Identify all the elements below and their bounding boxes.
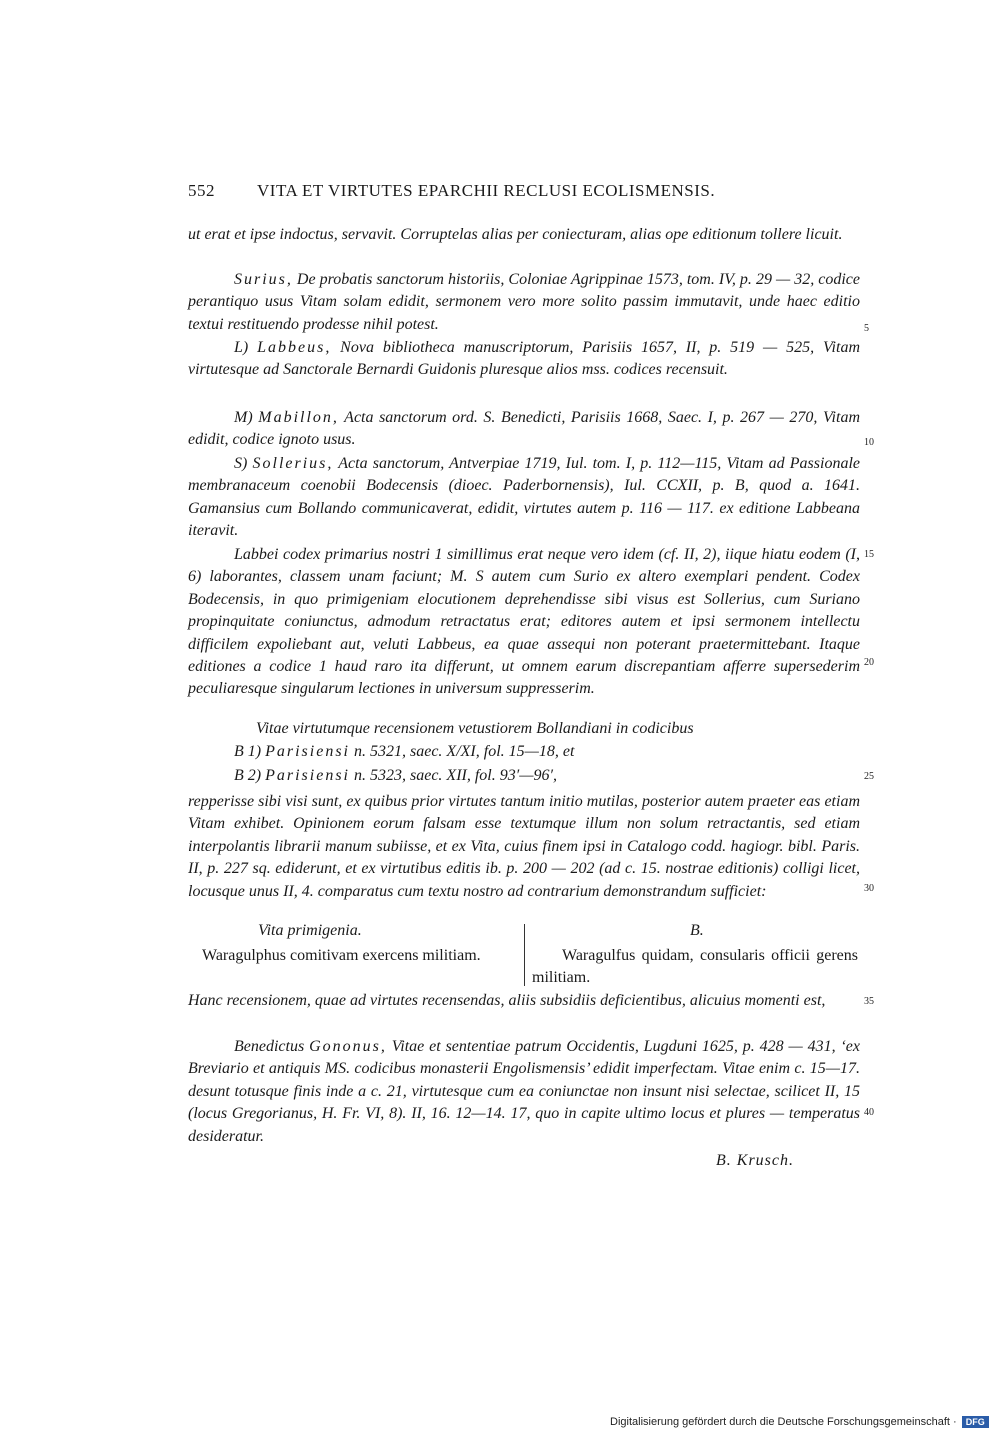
author-name: Gononus, bbox=[309, 1038, 387, 1055]
codex-text: n. 5323, saec. XII, fol. 93′—96′, bbox=[350, 767, 557, 784]
paragraph-repperisse: repperisse sibi visi sunt, ex quibus prior virtutes tantum initio mutilas, posterior autem praeter eas etiam Vitam exhibet. Opinionem eorum falsam esse textumque illum non solum retractantis, sed etiam interpolantis librarii manum subiisse, et ex Vita, cuius finem ipsi in Catalogo codd. hagiogr. bibl. Paris. II, p. 227 sq. ediderunt, et ex virtutibus editis ib. p. 200 — 202 (ad c. 15. nostrae editionis) colligi licet, locusque unus II, 4. comparatus cum textu nostro ad contrarium demonstrandum sufficiet: bbox=[188, 793, 860, 900]
paragraph-1: ut erat et ipse indoctus, servavit. Corruptelas alias per coniecturam, alias ope editionum tollere licuit. bbox=[188, 226, 843, 243]
author-name: Mabillon, bbox=[258, 409, 339, 426]
running-title: VITA ET VIRTUTES EPARCHII RECLUSI ECOLISMENSIS. bbox=[257, 181, 716, 200]
author-name: Surius, bbox=[234, 271, 293, 288]
signature: B. Krusch. bbox=[716, 1152, 794, 1169]
line-number: 20 bbox=[864, 657, 874, 668]
digitization-credit bbox=[610, 1416, 989, 1428]
siglum: B 2) bbox=[234, 767, 266, 784]
siglum: B 1) bbox=[234, 743, 266, 760]
line-number: 15 bbox=[864, 549, 874, 560]
paragraph-text: Acta sanctorum ord. S. Benedicti, Parisiis 1668, Saec. I, p. 267 — 270, Vitam edidit, codice ignoto usus. bbox=[188, 409, 861, 449]
codex-b2 bbox=[188, 765, 860, 787]
codex-text: n. 5321, saec. X/XI, fol. 15—18, et bbox=[350, 743, 575, 760]
comparison-left-label: Vita primigenia. bbox=[258, 922, 362, 939]
author-firstname: Benedictus bbox=[234, 1038, 310, 1055]
author-name: Sollerius, bbox=[252, 455, 334, 472]
codex-name: Parisiensi bbox=[265, 767, 350, 784]
paragraph-hanc-recensionem: Hanc recensionem, quae ad virtutes recensendas, aliis subsidiis deficientibus, alicuius momenti est, bbox=[188, 992, 826, 1009]
comparison-left-text: Waragulphus comitivam exercens militiam. bbox=[202, 947, 481, 964]
line-number: 40 bbox=[864, 1107, 874, 1118]
line-number: 30 bbox=[864, 883, 874, 894]
column-divider bbox=[524, 924, 525, 986]
siglum: L) bbox=[234, 339, 258, 356]
paragraph-labbeus bbox=[188, 337, 860, 382]
dfg-logo: DFG bbox=[962, 1416, 989, 1428]
line-number: 35 bbox=[864, 996, 874, 1007]
line-number: 5 bbox=[864, 323, 869, 334]
paragraph-vitae-recensionem: Vitae virtutumque recensionem vetustiorem Bollandiani in codicibus bbox=[256, 720, 694, 737]
line-number: 10 bbox=[864, 437, 874, 448]
paragraph-sollerius bbox=[188, 453, 860, 543]
siglum: S) bbox=[234, 455, 253, 472]
paragraph-surius bbox=[188, 269, 860, 336]
paragraph-labbei-codex: Labbei codex primarius nostri 1 simillimus erat neque vero idem (cf. II, 2), iique hiatu eodem (I, 6) laborantes, classem unam faciunt; M. S autem cum Surio ex altero exemplari pendent. Codex Bodecensis, in quo primigeniam elocutionem deprehendisse sibi visus est Sollerius, cum Suriano propinquitate coniunctus, admodum retractatus erat; editores autem et ipsi sermonem intellectu difficilem expoliebant aut, veluti Labbeus, ea quae assequi non poterant praetermittebant. Itaque editiones a codice 1 haud raro ita differunt, ut omnem earum discrepantiam afferre supersederim peculiaresque singularum lectiones in universum suppresserim. bbox=[188, 546, 860, 698]
page-number: 552 bbox=[188, 181, 215, 200]
paragraph-text: Nova bibliotheca manuscriptorum, Parisiis 1657, II, p. 519 — 525, Vitam virtutesque ad Sanctorale Bernardi Guidonis pluresque alios mss. codices recensuit. bbox=[188, 339, 860, 379]
siglum: M) bbox=[234, 409, 259, 426]
author-name: Labbeus, bbox=[257, 339, 332, 356]
credit-text: Digitalisierung gefördert durch die Deutsche Forschungsgemeinschaft · bbox=[610, 1416, 957, 1428]
line-number: 25 bbox=[864, 771, 874, 782]
paragraph-text: Vitae et sententiae patrum Occidentis, Lugduni 1625, p. 428 — 431, ‘ex Breviario et antiquis MS. codicibus monasterii Engolismensis’ edidit imperfectam. Vitae enim c. 15—17. desunt totusque finis inde a c. 21, virtutesque cum ea coniunctae non insunt nisi selectae, scilicet II, 15 (locus Gregorianus, H. Fr. VI, 8). II, 16. 12—14. 17, quo in capite ultimo locus et plures — temperatus desideratur. bbox=[188, 1038, 860, 1145]
comparison-right-label: B. bbox=[690, 922, 704, 939]
paragraph-text: Acta sanctorum, Antverpiae 1719, Iul. tom. I, p. 112—115, Vitam ad Passionale membranaceum coenobii Bodecensis (dioec. Paderbornensis), Iul. CCXII, p. B, quod a. 1641. Gamansius cum Bollando communicaverat, edidit, virtutes autem p. 116 — 117. ex editione Labbeana iteravit. bbox=[188, 455, 861, 540]
paragraph-gononus bbox=[188, 1036, 860, 1148]
codex-b1 bbox=[188, 741, 860, 763]
paragraph-text: De probatis sanctorum historiis, Coloniae Agrippinae 1573, tom. IV, p. 29 — 32, codice perantiquo usus Vitam solam edidit, sermonem vero more solito passim immutavit, unde haec editio textui restituendo prodesse nihil potest. bbox=[188, 271, 860, 333]
comparison-right-text: Waragulfus quidam, consularis officii gerens militiam. bbox=[532, 947, 858, 986]
paragraph-mabillon bbox=[188, 407, 860, 452]
codex-name: Parisiensi bbox=[265, 743, 350, 760]
